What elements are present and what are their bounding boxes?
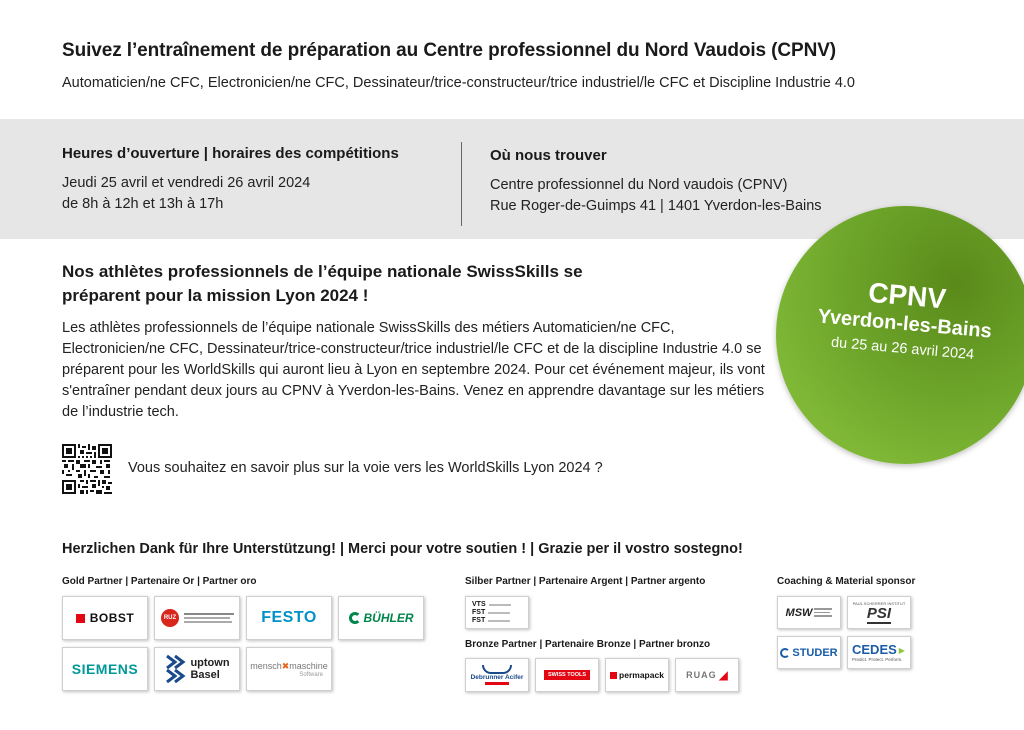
- cedes-mark-icon: ▶: [898, 645, 905, 655]
- cedes-slogan-text: Predict. Protect. Perform.: [852, 657, 903, 662]
- msw-lines-icon: [814, 606, 832, 619]
- logo-ruz[interactable]: [154, 596, 240, 640]
- hours-line-2: de 8h à 12h et 13h à 17h: [62, 196, 224, 212]
- uptown-logo-text: uptown: [190, 657, 230, 669]
- logo-buhler[interactable]: [338, 596, 424, 640]
- fst-logo-text-1: FST: [472, 609, 486, 616]
- ruz-logo-text: RUZ: [161, 609, 179, 627]
- event-badge: [776, 206, 1024, 464]
- msw-logo-text: MSW: [785, 606, 813, 619]
- bronze-partner-label: Bronze Partner | Partenaire Bronze | Partner bronzo: [465, 639, 711, 650]
- psi-caption-text: PAUL SCHERRER INSTITUT: [852, 601, 906, 606]
- cedes-logo-text: CEDES: [852, 642, 897, 657]
- ruag-mark-icon: ◢: [718, 668, 728, 682]
- software-logo-text: Software: [299, 671, 323, 678]
- badge-city: Yverdon-les-Bains: [816, 305, 993, 343]
- logo-ruag[interactable]: [675, 658, 739, 692]
- hours-line-1: Jeudi 25 avril et vendredi 26 avril 2024: [62, 175, 311, 191]
- hours-heading: Heures d’ouverture | horaires des compétitions: [62, 145, 399, 162]
- logo-vts-fst[interactable]: [465, 596, 529, 629]
- permapack-mark-icon: [610, 672, 617, 679]
- page-title: Suivez l’entraînement de préparation au Centre professionnel du Nord Vaudois (CPNV): [62, 40, 837, 61]
- bobst-logo-text: BOBST: [89, 611, 135, 625]
- silver-partner-label: Silber Partner | Partenaire Argent | Partner argento: [465, 576, 706, 587]
- maschine-logo-text: maschine: [289, 660, 328, 671]
- ruz-lines-icon: [184, 611, 234, 625]
- mensch-maschine-x-icon: ✖: [281, 660, 290, 671]
- article-heading-line-1: Nos athlètes professionnels de l’équipe nationale SwissSkills se: [62, 262, 583, 281]
- qr-caption: Vous souhaitez en savoir plus sur la voie vers les WorldSkills Lyon 2024 ?: [128, 460, 603, 476]
- logo-siemens[interactable]: [62, 647, 148, 691]
- article-heading-line-2: préparent pour la mission Lyon 2024 !: [62, 286, 369, 305]
- vts-logo-text: VTS: [472, 601, 486, 608]
- debrunner-logo-text: Debrunner Acifer: [470, 674, 524, 681]
- logo-permapack[interactable]: [605, 658, 669, 692]
- buhler-logo-text: BÜHLER: [363, 611, 414, 625]
- coaching-sponsor-label: Coaching & Material sponsor: [777, 576, 916, 587]
- logo-festo[interactable]: [246, 596, 332, 640]
- page-subtitle: Automaticien/ne CFC, Electronicien/ne CFC, Dessinateur/trice-constructeur/trice industriel/le CFC et Discipline Industrie 4.0: [62, 75, 855, 91]
- siemens-logo-text: SIEMENS: [71, 661, 139, 677]
- logo-studer[interactable]: [777, 636, 841, 669]
- studer-mark-icon: [780, 648, 790, 658]
- logo-debrunner-acifer[interactable]: [465, 658, 529, 692]
- column-divider: [461, 142, 462, 226]
- badge-dates: du 25 au 26 avril 2024: [830, 334, 975, 364]
- logo-bobst[interactable]: [62, 596, 148, 640]
- sponsors-thanks: Herzlichen Dank für Ihre Unterstützung! | Merci pour votre soutien ! | Grazie per il vostro sostegno!: [62, 541, 743, 557]
- qr-code-icon[interactable]: [62, 443, 112, 495]
- location-line-1: Centre professionnel du Nord vaudois (CPNV): [490, 177, 788, 193]
- gold-partner-label: Gold Partner | Partenaire Or | Partner oro: [62, 576, 257, 587]
- article-body: Les athlètes professionnels de l’équipe nationale SwissSkills des métiers Automaticien/ne CFC, Electronicien/ne CFC, Dessinateur/trice-constructeur/trice industriel/le CFC et de la discipline Industrie 4.0 se préparent pour les WorldSkills qui auront lieu à Lyon en septembre 2024. Pour cet événement majeur, ils vont s'entraîner pendant deux jours au CPNV à Yverdon-les-Bains. Venez en apprendre davantage sur les métiers de l’industrie tech.: [62, 320, 765, 420]
- studer-logo-text: STUDER: [792, 646, 838, 659]
- psi-logo-text: PSI: [866, 605, 892, 622]
- uptown-basel-mark-icon: [164, 654, 186, 684]
- debrunner-mark-icon: [482, 665, 512, 674]
- badge-title: CPNV: [867, 276, 948, 315]
- hours-text: [62, 173, 310, 215]
- location-line-2: Rue Roger-de-Guimps 41 | 1401 Yverdon-les-Bains: [490, 198, 822, 214]
- logo-msw[interactable]: [777, 596, 841, 629]
- logo-mensch-maschine[interactable]: [246, 647, 332, 691]
- location-heading: Où nous trouver: [490, 147, 607, 164]
- buhler-mark-icon: [349, 612, 361, 624]
- permapack-logo-text: permapack: [619, 670, 664, 680]
- basel-logo-text: Basel: [190, 669, 220, 681]
- logo-uptown-basel[interactable]: [154, 647, 240, 691]
- festo-logo-text: FESTO: [261, 609, 317, 626]
- logo-swiss-tools[interactable]: [535, 658, 599, 692]
- mensch-logo-text: mensch: [250, 660, 282, 671]
- logo-psi[interactable]: [847, 596, 911, 629]
- logo-cedes[interactable]: [847, 636, 911, 669]
- article-heading: [62, 260, 682, 308]
- ruag-logo-text: RUAG: [686, 670, 717, 680]
- location-text: [490, 175, 822, 217]
- fst-logo-text-2: FST: [472, 617, 486, 624]
- bobst-mark-icon: [76, 614, 85, 623]
- swiss-tools-logo-text: SWISS TOOLS: [544, 670, 590, 680]
